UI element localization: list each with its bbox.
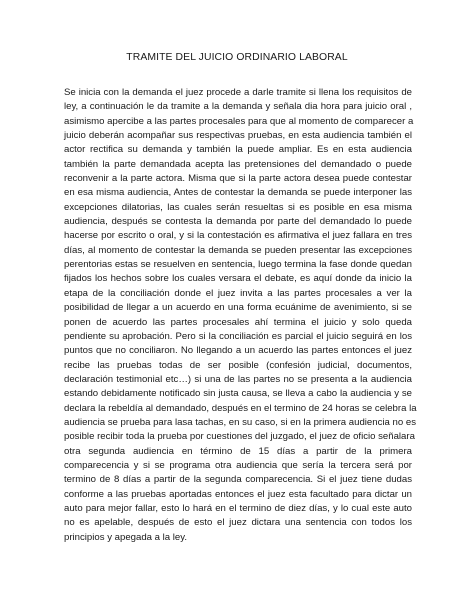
body-line: días, al momento de contestar la demanda se pueden presentar las excepciones: [64, 244, 412, 256]
body-line: comparecencia y si se programa otra audiencia que sería la tercera será por: [64, 459, 412, 471]
body-line: reconvenir a la parte actora. Misma que si la parte actora desea puede contestar: [64, 173, 412, 185]
body-line: recibe las pruebas todas de ser posible (confesión judicial, documentos,: [64, 359, 412, 371]
body-line: otra segunda audiencia en término de 15 días a partir de la primera: [64, 445, 412, 457]
body-line: en esa misma audiencia, Antes de contestar la demanda se puede interponer las: [64, 187, 412, 199]
body-line: actor rectifica su demanda y también la puede ampliar. Es en esta audiencia: [64, 144, 412, 156]
body-line: fijados los hechos sobre los cuales versara el debate, es aquí donde da inicio la: [64, 273, 412, 285]
body-line: etapa de la conciliación donde el juez invita a las partes procesales a ver la: [64, 287, 412, 299]
body-line: termino de 8 días a partir de la segunda comparecencia. Si el juez tiene dudas: [64, 474, 412, 486]
document-title: TRAMITE DEL JUICIO ORDINARIO LABORAL: [126, 52, 348, 63]
body-line: principios y apegada a la ley.: [64, 531, 188, 543]
body-line: auto para mejor fallar, esto lo hará en el termino de diez días, y lo cual este auto: [64, 502, 412, 514]
body-line: ley, a continuación le da tramite a la demanda y señala dia hora para juicio oral ,: [64, 101, 412, 113]
body-line: Se inicia con la demanda el juez procede a darle tramite si llena los requisitos de: [64, 87, 412, 98]
body-line: hacerse por escrito o oral, y si la contestación es afirmativa el juez fallara en tres: [64, 230, 412, 242]
body-line: estando debidamente notificado sin justa causa, se lleva a cabo la audiencia y se: [64, 388, 412, 400]
body-line: asimismo apercibe a las partes procesales para que al momento de comparecer a: [64, 115, 414, 127]
body-line: ponen de acuerdo las partes procesales ahí termina el juicio y solo queda: [64, 316, 412, 328]
body-line: audiencia se prueba para lasa tachas, en su caso, si en la primera audiencia no es: [64, 416, 416, 428]
body-line: puntos que no conciliaron. No llegando a un acuerdo las partes entonces el juez: [64, 345, 412, 357]
body-line: pendiente su aprobación. Pero si la conciliación es parcial el juicio seguirá en los: [64, 330, 412, 342]
body-line: conforme a las pruebas aportadas entonces el juez esta facultado para dictar un: [64, 488, 412, 500]
body-line: excepciones dilatorias, las cuales serán resueltas si es posible en esa misma: [64, 201, 412, 213]
body-line: posible recibir toda la prueba por cuestiones del juzgado, el juez de oficio señalara: [64, 431, 415, 443]
body-line: perentorias estas se resuelven en sentencia, luego termina la fase donde quedan: [64, 259, 412, 271]
body-line: declaración testimonial etc…) si una de las partes no se presenta a la audiencia: [64, 373, 412, 385]
body-line: juicio deberán acompañar sus respectivas pruebas, en esta audiencia también el: [64, 130, 412, 142]
body-line: declara la rebeldía al demandado, después en el termino de 24 horas se celebra la: [64, 402, 417, 414]
body-line: posibilidad de llegar a un acuerdo en una forma ecuánime de avenimiento, si se: [64, 302, 412, 314]
body-line: no es apelable, después de esto el juez dictara una sentencia con todos los: [64, 517, 412, 529]
body-line: audiencia, después se contesta la demanda por parte del demandado lo puede: [64, 216, 412, 228]
document-body: [64, 86, 417, 545]
body-line: también la parte demandada acepta las pretensiones del demandado o puede: [64, 158, 412, 170]
